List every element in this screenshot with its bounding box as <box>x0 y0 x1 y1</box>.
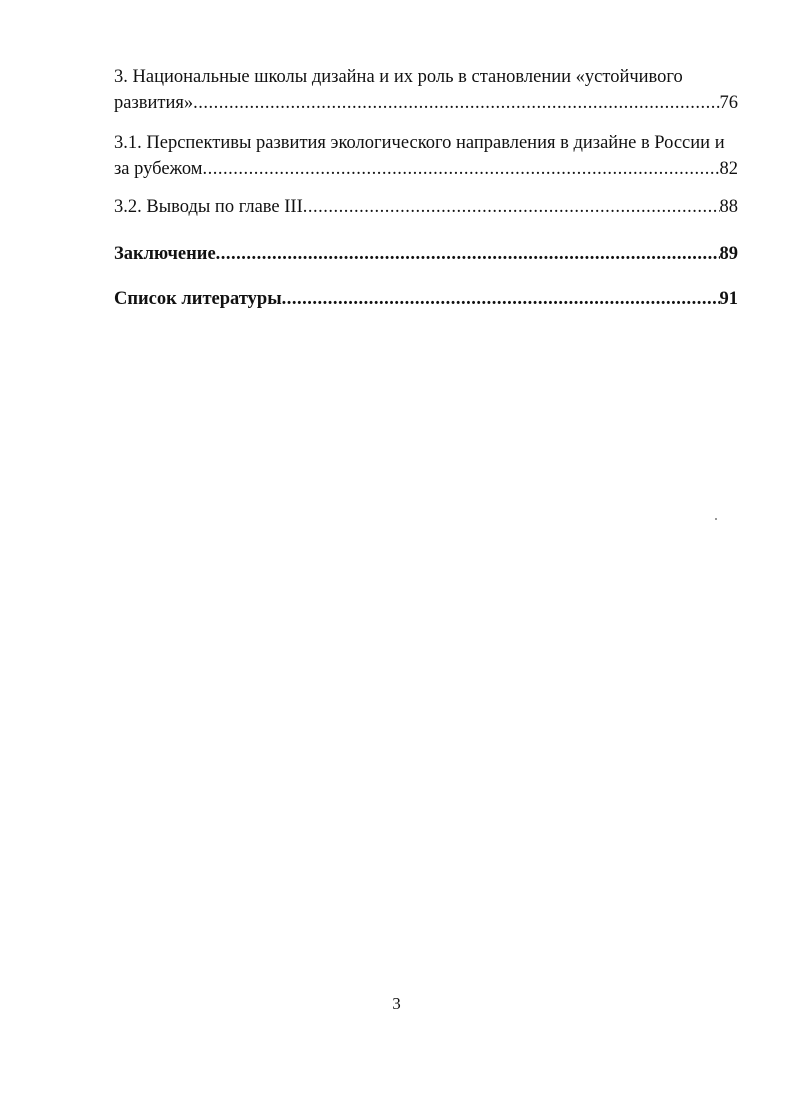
toc-entry-conclusions-chapter-3[interactable] <box>114 194 738 220</box>
toc-entry-leader-row <box>114 90 738 116</box>
toc-entry-title: Список литературы <box>114 289 282 309</box>
footer-page-number: 3 <box>392 994 401 1013</box>
toc-entry-title: Заключение <box>114 244 216 264</box>
toc-entry-title: 3.2. Выводы по главе III <box>114 197 303 217</box>
dot-leader <box>193 90 719 116</box>
toc-entry-perspectives[interactable] <box>114 130 738 182</box>
toc-page-number: 91 <box>719 289 738 309</box>
toc-entry-leader-row <box>114 194 738 220</box>
toc-entry-title-line1: 3.1. Перспективы развития экологического направления в дизайне в России и <box>114 133 725 153</box>
toc-page-number: 76 <box>719 93 738 113</box>
dot-leader <box>216 241 720 267</box>
toc-page-number: 82 <box>719 159 738 179</box>
scan-speck <box>715 518 717 520</box>
toc-entry-title-line2: за рубежом <box>114 159 203 179</box>
toc-entry-title-line2: развития» <box>114 93 194 113</box>
toc-entry-leader-row <box>114 156 738 182</box>
dot-leader <box>202 156 719 182</box>
toc-entry-bibliography[interactable] <box>114 286 738 312</box>
toc-entry-leader-row <box>114 241 738 267</box>
toc-entry-national-schools[interactable] <box>114 64 738 116</box>
dot-leader <box>282 286 720 312</box>
toc-page-number: 89 <box>719 244 738 264</box>
toc-entry-leader-row <box>114 286 738 312</box>
toc-entry-title-line1: 3. Национальные школы дизайна и их роль в становлении «устойчивого <box>114 67 683 87</box>
toc-page-number: 88 <box>719 197 738 217</box>
toc-entry-conclusion[interactable] <box>114 241 738 267</box>
dot-leader <box>303 194 720 220</box>
